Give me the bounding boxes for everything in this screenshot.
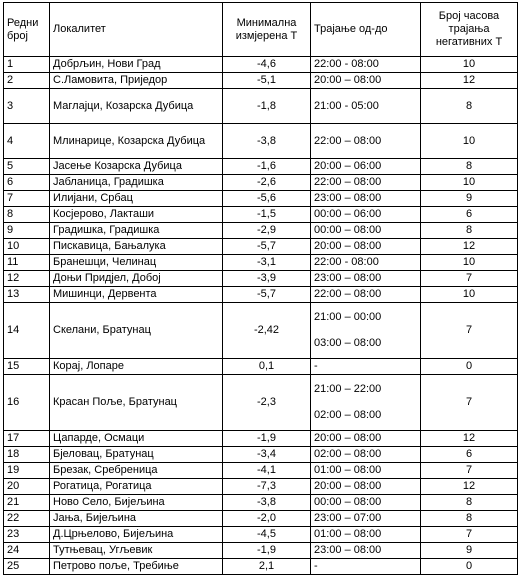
duration-cell: [311, 191, 421, 207]
duration-interval: 20:00 – 06:00: [314, 160, 382, 172]
table-row: [4, 463, 518, 479]
duration-interval: 00:00 – 08:00: [314, 224, 382, 236]
duration-interval: 20:00 – 08:00: [314, 240, 382, 252]
duration-cell: [311, 303, 421, 359]
hours-cell: 12: [421, 239, 518, 255]
row-number: 21: [4, 495, 50, 511]
duration-cell: [311, 543, 421, 559]
locality-cell: Косјерово, Лакташи: [50, 207, 223, 223]
duration-interval: 03:00 – 08:00: [314, 337, 382, 349]
min-temp-cell: -2,42: [223, 303, 311, 359]
hours-cell: 9: [421, 543, 518, 559]
duration-interval: 00:00 – 06:00: [314, 208, 382, 220]
row-number: 18: [4, 447, 50, 463]
locality-cell: Бранешци, Челинац: [50, 255, 223, 271]
row-number: 14: [4, 303, 50, 359]
row-number: 25: [4, 559, 50, 575]
duration-interval: 01:00 – 08:00: [314, 528, 382, 540]
locality-cell: Цапарде, Осмаци: [50, 431, 223, 447]
table-row: [4, 303, 518, 359]
row-number: 17: [4, 431, 50, 447]
duration-cell: [311, 495, 421, 511]
locality-cell: Мишинци, Дервента: [50, 287, 223, 303]
table-row: [4, 287, 518, 303]
hours-cell: 8: [421, 223, 518, 239]
locality-cell: Јабланица, Градишка: [50, 175, 223, 191]
hours-cell: 8: [421, 495, 518, 511]
locality-cell: Д.Црњелово, Бијељина: [50, 527, 223, 543]
table-row: [4, 375, 518, 431]
temperature-table: [3, 2, 518, 575]
min-temp-cell: -3,4: [223, 447, 311, 463]
table-row: [4, 527, 518, 543]
min-temp-cell: -3,1: [223, 255, 311, 271]
duration-interval: 22:00 – 08:00: [314, 134, 382, 147]
row-number: 7: [4, 191, 50, 207]
locality-cell: Млинарице, Козарска Дубица: [50, 124, 223, 159]
table-row: [4, 271, 518, 287]
row-number: 23: [4, 527, 50, 543]
duration-cell: [311, 559, 421, 575]
duration-cell: [311, 527, 421, 543]
hours-cell: 9: [421, 191, 518, 207]
duration-interval: 23:00 – 07:00: [314, 512, 382, 524]
table-row: [4, 124, 518, 159]
hours-cell: 7: [421, 375, 518, 431]
row-number: 9: [4, 223, 50, 239]
duration-interval: 22:00 – 08:00: [314, 176, 382, 188]
min-temp-cell: -1,5: [223, 207, 311, 223]
hours-cell: 0: [421, 359, 518, 375]
min-temp-cell: -1,8: [223, 89, 311, 124]
locality-cell: Петрово поље, Требиње: [50, 559, 223, 575]
row-number: 13: [4, 287, 50, 303]
row-number: 10: [4, 239, 50, 255]
duration-cell: [311, 511, 421, 527]
row-number: 11: [4, 255, 50, 271]
table-row: [4, 239, 518, 255]
duration-interval: 01:00 – 08:00: [314, 464, 382, 476]
header-hours: Број часова трајања негативних Т: [421, 3, 518, 57]
duration-interval: 02:00 – 08:00: [314, 448, 382, 460]
duration-interval: 21:00 - 05:00: [314, 99, 379, 112]
hours-cell: 7: [421, 463, 518, 479]
locality-cell: Рогатица, Рогатица: [50, 479, 223, 495]
hours-cell: 6: [421, 207, 518, 223]
locality-cell: Корај, Лопаре: [50, 359, 223, 375]
header-no: Редни број: [4, 3, 50, 57]
duration-interval: 21:00 – 00:00: [314, 311, 382, 323]
min-temp-cell: -2,0: [223, 511, 311, 527]
locality-cell: Пискавица, Бањалука: [50, 239, 223, 255]
table-row: [4, 495, 518, 511]
table-row: [4, 511, 518, 527]
min-temp-cell: -5,6: [223, 191, 311, 207]
hours-cell: 10: [421, 124, 518, 159]
hours-cell: 12: [421, 431, 518, 447]
hours-cell: 8: [421, 89, 518, 124]
table-row: [4, 559, 518, 575]
locality-cell: Илијани, Србац: [50, 191, 223, 207]
duration-cell: [311, 223, 421, 239]
table-row: [4, 447, 518, 463]
min-temp-cell: -4,6: [223, 57, 311, 73]
duration-interval: 02:00 – 08:00: [314, 409, 382, 421]
duration-cell: [311, 447, 421, 463]
duration-interval: 20:00 – 08:00: [314, 74, 382, 86]
hours-cell: 7: [421, 271, 518, 287]
min-temp-cell: -2,3: [223, 375, 311, 431]
min-temp-cell: -3,8: [223, 495, 311, 511]
duration-cell: [311, 255, 421, 271]
locality-cell: Красан Поље, Братунац: [50, 375, 223, 431]
table-row: [4, 543, 518, 559]
duration-interval: 23:00 – 08:00: [314, 272, 382, 284]
locality-cell: Скелани, Братунац: [50, 303, 223, 359]
table-row: [4, 207, 518, 223]
duration-cell: [311, 287, 421, 303]
duration-cell: [311, 175, 421, 191]
row-number: 12: [4, 271, 50, 287]
duration-interval: 23:00 – 08:00: [314, 544, 382, 556]
duration-cell: [311, 463, 421, 479]
hours-cell: 10: [421, 57, 518, 73]
row-number: 6: [4, 175, 50, 191]
table-row: [4, 191, 518, 207]
min-temp-cell: -1,9: [223, 431, 311, 447]
duration-interval: 22:00 - 08:00: [314, 256, 379, 268]
hours-cell: 7: [421, 527, 518, 543]
min-temp-cell: -5,7: [223, 287, 311, 303]
table-body: [4, 57, 518, 575]
row-number: 3: [4, 89, 50, 124]
hours-cell: 10: [421, 175, 518, 191]
min-temp-cell: -2,9: [223, 223, 311, 239]
hours-cell: 10: [421, 255, 518, 271]
min-temp-cell: -4,1: [223, 463, 311, 479]
min-temp-cell: -2,6: [223, 175, 311, 191]
table-row: [4, 89, 518, 124]
min-temp-cell: -7,3: [223, 479, 311, 495]
duration-cell: [311, 124, 421, 159]
locality-cell: Ново Село, Бијељина: [50, 495, 223, 511]
duration-cell: [311, 159, 421, 175]
row-number: 4: [4, 124, 50, 159]
duration-cell: [311, 239, 421, 255]
table-row: [4, 479, 518, 495]
row-number: 2: [4, 73, 50, 89]
duration-interval: 20:00 – 08:00: [314, 480, 382, 492]
min-temp-cell: -1,9: [223, 543, 311, 559]
row-number: 15: [4, 359, 50, 375]
duration-interval: 22:00 - 08:00: [314, 58, 379, 70]
hours-cell: 10: [421, 287, 518, 303]
locality-cell: Градишка, Градишка: [50, 223, 223, 239]
duration-interval: 22:00 – 08:00: [314, 288, 382, 300]
duration-cell: [311, 375, 421, 431]
duration-cell: [311, 431, 421, 447]
table-row: [4, 223, 518, 239]
locality-cell: Маглајци, Козарска Дубица: [50, 89, 223, 124]
locality-cell: Добрљин, Нови Град: [50, 57, 223, 73]
header-locality: Локалитет: [50, 3, 223, 57]
hours-cell: 0: [421, 559, 518, 575]
row-number: 19: [4, 463, 50, 479]
duration-interval: 00:00 – 08:00: [314, 496, 382, 508]
min-temp-cell: -3,9: [223, 271, 311, 287]
table-row: [4, 359, 518, 375]
locality-cell: Јасење Козарска Дубица: [50, 159, 223, 175]
duration-interval: 21:00 – 22:00: [314, 383, 382, 395]
hours-cell: 12: [421, 479, 518, 495]
hours-cell: 8: [421, 159, 518, 175]
locality-cell: Тутњевац, Угљевик: [50, 543, 223, 559]
duration-cell: [311, 73, 421, 89]
duration-interval: -: [314, 360, 318, 372]
duration-interval: -: [314, 560, 318, 572]
min-temp-cell: -5,1: [223, 73, 311, 89]
table-row: [4, 159, 518, 175]
duration-interval: 23:00 – 08:00: [314, 192, 382, 204]
duration-cell: [311, 359, 421, 375]
hours-cell: 8: [421, 511, 518, 527]
duration-cell: [311, 89, 421, 124]
min-temp-cell: -5,7: [223, 239, 311, 255]
duration-interval: 20:00 – 08:00: [314, 432, 382, 444]
duration-cell: [311, 57, 421, 73]
table-row: [4, 255, 518, 271]
min-temp-cell: -4,5: [223, 527, 311, 543]
min-temp-cell: -1,6: [223, 159, 311, 175]
hours-cell: 6: [421, 447, 518, 463]
row-number: 16: [4, 375, 50, 431]
locality-cell: Јања, Бијељина: [50, 511, 223, 527]
min-temp-cell: 2,1: [223, 559, 311, 575]
hours-cell: 12: [421, 73, 518, 89]
duration-cell: [311, 207, 421, 223]
duration-cell: [311, 271, 421, 287]
table-row: [4, 175, 518, 191]
locality-cell: Бјеловац, Братунац: [50, 447, 223, 463]
header-duration: Трајање од-до: [311, 3, 421, 57]
table-row: [4, 73, 518, 89]
row-number: 24: [4, 543, 50, 559]
duration-cell: [311, 479, 421, 495]
locality-cell: Доњи Придјел, Добој: [50, 271, 223, 287]
min-temp-cell: 0,1: [223, 359, 311, 375]
hours-cell: 7: [421, 303, 518, 359]
row-number: 8: [4, 207, 50, 223]
row-number: 20: [4, 479, 50, 495]
header-min-temp: Минимална измјерена Т: [223, 3, 311, 57]
row-number: 22: [4, 511, 50, 527]
row-number: 5: [4, 159, 50, 175]
table-row: [4, 431, 518, 447]
locality-cell: Брезак, Сребреница: [50, 463, 223, 479]
min-temp-cell: -3,8: [223, 124, 311, 159]
locality-cell: С.Ламовита, Приједор: [50, 73, 223, 89]
row-number: 1: [4, 57, 50, 73]
header-row: [4, 3, 518, 57]
table-row: [4, 57, 518, 73]
